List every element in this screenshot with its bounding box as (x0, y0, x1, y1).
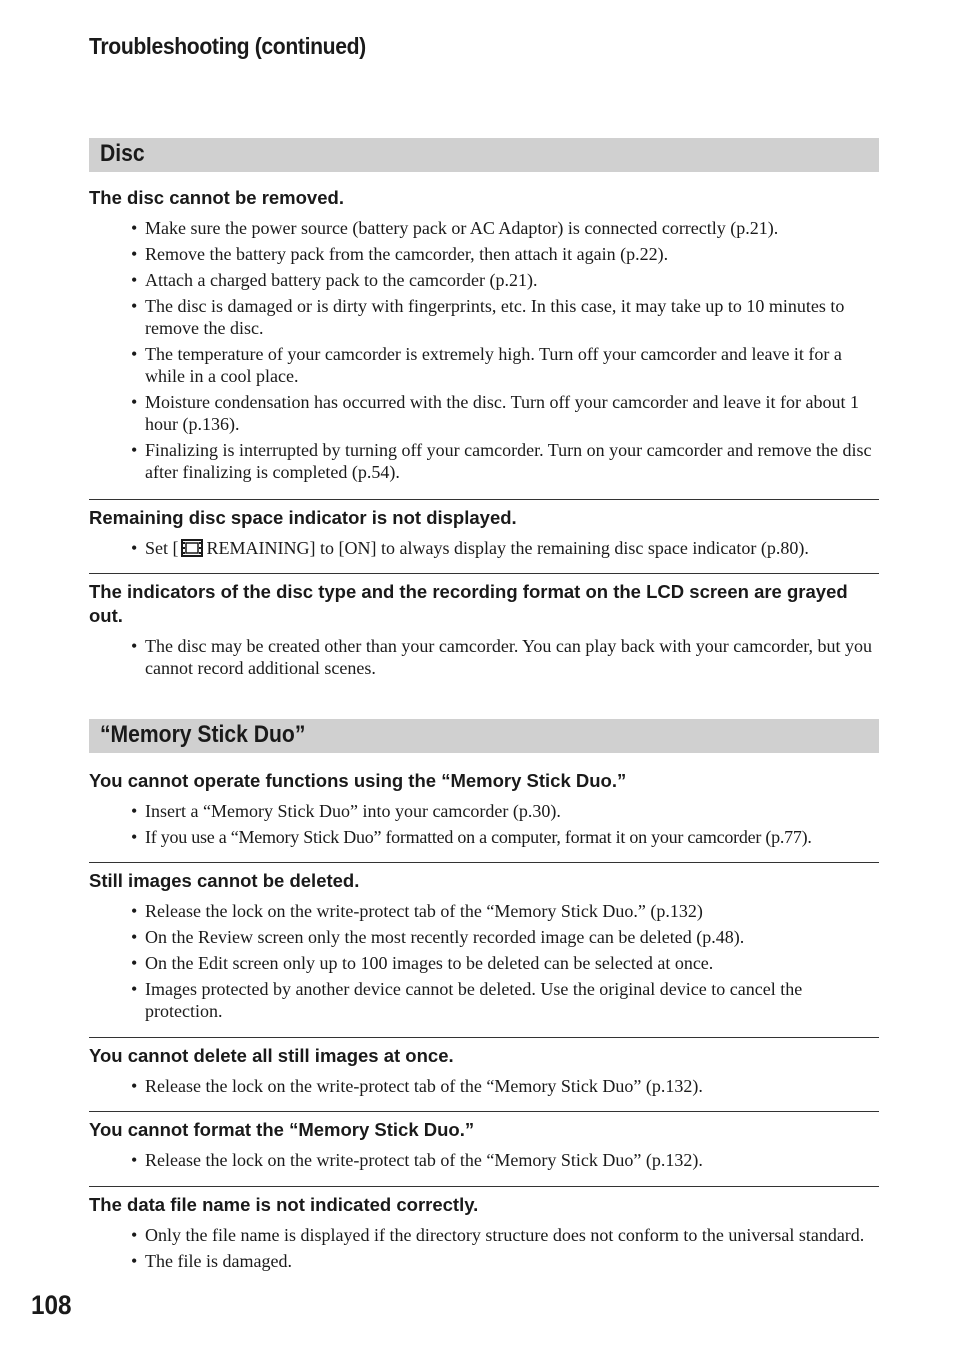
remedy-list (89, 635, 879, 679)
trouble-item (89, 1193, 879, 1276)
film-icon (181, 539, 203, 562)
remedy-item: • Release the lock on the write-protect tab of the “Memory Stick Duo” (p.132). (89, 1149, 879, 1171)
remedy-item: • On the Edit screen only up to 100 images to be deleted can be selected at once. (89, 952, 879, 974)
remedy-list (89, 900, 879, 1022)
symptom-heading: Still images cannot be deleted. (89, 870, 360, 891)
section-title: Disc (100, 140, 145, 167)
remedy-item: • Insert a “Memory Stick Duo” into your camcorder (p.30). (89, 800, 879, 822)
remedy-item: • Remove the battery pack from the camcorder, then attach it again (p.22). (89, 243, 879, 265)
remedy-list (89, 800, 879, 848)
remedy-item: • The file is damaged. (89, 1250, 879, 1272)
remedy-item: • If you use a “Memory Stick Duo” formatted on a computer, format it on your camcorder (p.77). (89, 826, 879, 848)
remedy-item (89, 537, 879, 562)
divider (89, 862, 879, 863)
symptom-heading: The data file name is not indicated correctly. (89, 1194, 479, 1215)
remedy-item: • Release the lock on the write-protect tab of the “Memory Stick Duo” (p.132). (89, 1075, 879, 1097)
symptom-heading: Remaining disc space indicator is not displayed. (89, 507, 517, 528)
divider (89, 499, 879, 500)
divider (89, 1186, 879, 1187)
trouble-item (89, 869, 879, 1026)
remedy-list (89, 1224, 879, 1272)
remedy-list (89, 537, 879, 562)
remedy-list (89, 1149, 879, 1171)
trouble-item (89, 769, 879, 852)
remedy-item: • Finalizing is interrupted by turning off your camcorder. Turn on your camcorder and remove the disc after finalizing is completed (p.54). (89, 439, 879, 483)
remedy-item: • The temperature of your camcorder is extremely high. Turn off your camcorder and leave it for a while in a cool place. (89, 343, 879, 387)
running-header: Troubleshooting (continued) (89, 33, 366, 59)
divider (89, 573, 879, 574)
symptom-heading: The indicators of the disc type and the recording format on the LCD screen are grayed out. (89, 581, 848, 626)
symptom-heading: You cannot format the “Memory Stick Duo.” (89, 1119, 475, 1140)
remedy-list (89, 217, 879, 483)
trouble-item (89, 186, 879, 487)
page-number: 108 (31, 1290, 72, 1320)
symptom-heading: The disc cannot be removed. (89, 187, 344, 208)
divider (89, 1111, 879, 1112)
trouble-item (89, 506, 879, 566)
remedy-item: • Only the file name is displayed if the directory structure does not conform to the universal standard. (89, 1224, 879, 1246)
remedy-list (89, 1075, 879, 1097)
divider (89, 1037, 879, 1038)
trouble-item (89, 1118, 879, 1175)
trouble-item (89, 1044, 879, 1101)
remedy-item: • Make sure the power source (battery pack or AC Adaptor) is connected correctly (p.21). (89, 217, 879, 239)
remedy-item: • The disc may be created other than your camcorder. You can play back with your camcorder, but you cannot record additional scenes. (89, 635, 879, 679)
remedy-item: • Attach a charged battery pack to the camcorder (p.21). (89, 269, 879, 291)
section-title: “Memory Stick Duo” (100, 721, 306, 748)
trouble-item (89, 580, 879, 683)
remedy-item: • The disc is damaged or is dirty with fingerprints, etc. In this case, it may take up to 10 minutes to remove the disc. (89, 295, 879, 339)
remedy-item: • Moisture condensation has occurred with the disc. Turn off your camcorder and leave it for about 1 hour (p.136). (89, 391, 879, 435)
remedy-item: • Images protected by another device cannot be deleted. Use the original device to cancel the protection. (89, 978, 879, 1022)
section-header-memory-stick-duo (89, 719, 879, 753)
remedy-text-suffix: REMAINING] to [ON] to always display the remaining disc space indicator (p.80). (206, 538, 809, 558)
remedy-item: • Release the lock on the write-protect tab of the “Memory Stick Duo.” (p.132) (89, 900, 879, 922)
section-header-disc (89, 138, 879, 172)
remedy-item: • On the Review screen only the most recently recorded image can be deleted (p.48). (89, 926, 879, 948)
symptom-heading: You cannot delete all still images at once. (89, 1045, 454, 1066)
symptom-heading: You cannot operate functions using the “Memory Stick Duo.” (89, 770, 627, 791)
remedy-text-prefix: Set [ (145, 538, 179, 558)
